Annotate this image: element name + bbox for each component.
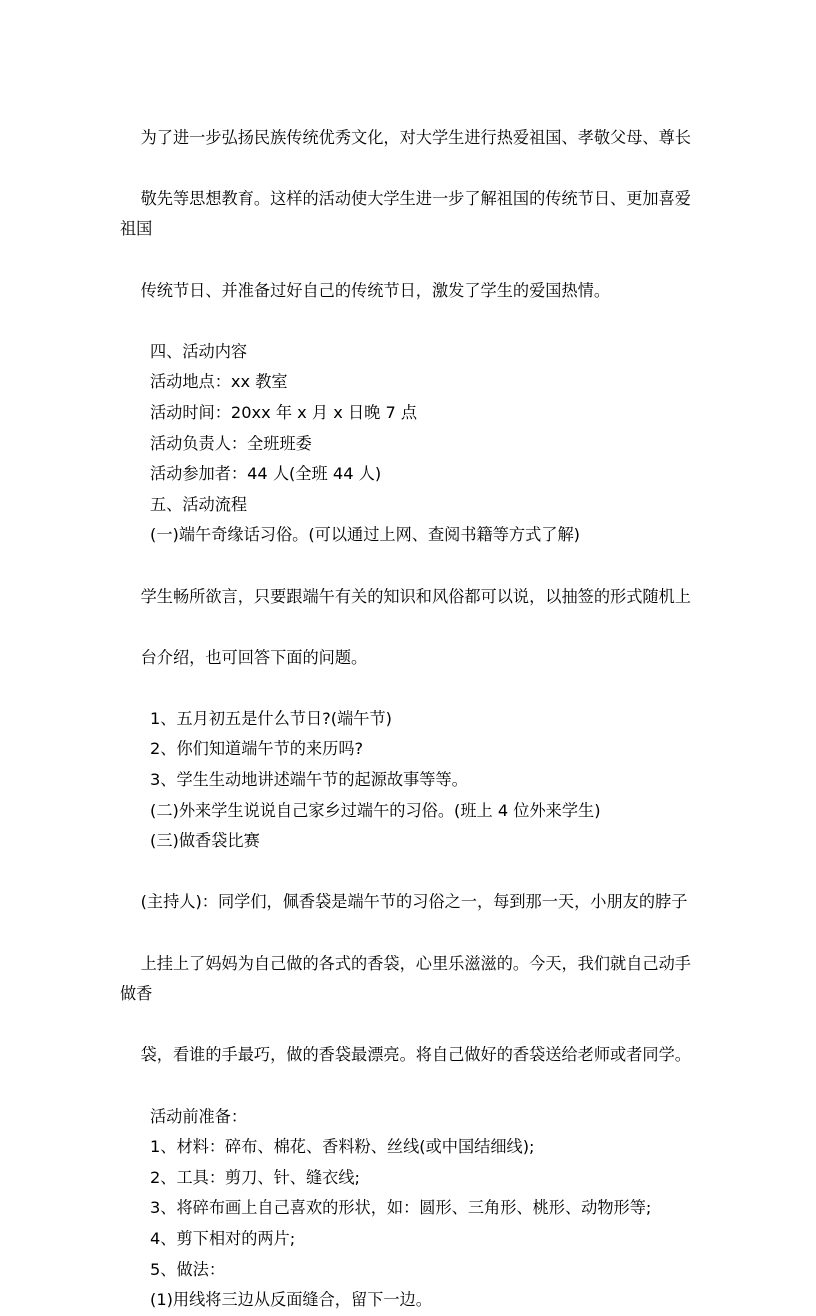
text-line: 为了进一步弘扬民族传统优秀文化，对大学生进行热爱祖国、孝敬父母、尊长 [140,127,691,147]
text-line: 袋，看谁的手最巧，做的香袋最漂亮。将自己做好的香袋送给老师或者同学。 [140,1045,691,1065]
question-three: 3、学生生动地讲述端午节的起源故事等等。 [150,770,468,790]
document-page [120,92,698,1316]
question-one: 1、五月初五是什么节日?(端午节) [150,708,392,728]
paragraph-host-speech [120,857,698,1102]
paragraph-students-speak [120,551,698,704]
preparation-tools: 2、工具：剪刀、针、缝衣线; [150,1167,361,1187]
text-line: (主持人)：同学们，佩香袋是端午节的习俗之一，每到那一天，小朋友的脖子 [140,892,688,912]
preparation-heading: 活动前准备： [150,1106,248,1126]
section-heading-activity-process: 五、活动流程 [150,494,248,514]
text-line: 传统节日、并准备过好自己的传统节日，激发了学生的爱国热情。 [140,280,611,300]
activity-location: 活动地点：xx 教室 [150,372,288,392]
question-two: 2、你们知道端午节的来历吗? [150,739,364,759]
preparation-cut: 4、剪下相对的两片; [150,1228,296,1248]
text-line: 上挂上了妈妈为自己做的各式的香袋，心里乐滋滋的。今天，我们就自己动手做香 [120,953,691,1004]
activity-leader: 活动负责人：全班班委 [150,433,312,453]
process-item-one: (一)端午奇缘话习俗。(可以通过上网、查阅书籍等方式了解) [150,525,580,545]
activity-time: 活动时间：20xx 年 x 月 x 日晚 7 点 [150,402,418,422]
preparation-shapes: 3、将碎布画上自己喜欢的形状，如：圆形、三角形、桃形、动物形等; [150,1198,652,1218]
process-item-three: (三)做香袋比赛 [150,831,260,851]
text-line: 学生畅所欲言，只要跟端午有关的知识和风俗都可以说，以抽签的形式随机上 [140,586,691,606]
method-step-one: (1)用线将三边从反面缝合，留下一边。 [150,1290,432,1310]
preparation-method: 5、做法： [150,1259,226,1279]
text-line: 台介绍，也可回答下面的问题。 [140,647,368,667]
paragraph-intro [120,92,698,337]
text-line: 敬先等思想教育。这样的活动使大学生进一步了解祖国的传统节日、更加喜爱祖国 [120,188,691,239]
preparation-materials: 1、材料：碎布、棉花、香料粉、丝线(或中国结细线); [150,1137,535,1157]
section-heading-activity-content: 四、活动内容 [150,341,248,361]
process-item-two: (二)外来学生说说自己家乡过端午的习俗。(班上 4 位外来学生) [150,800,601,820]
activity-participants: 活动参加者：44 人(全班 44 人) [150,464,382,484]
